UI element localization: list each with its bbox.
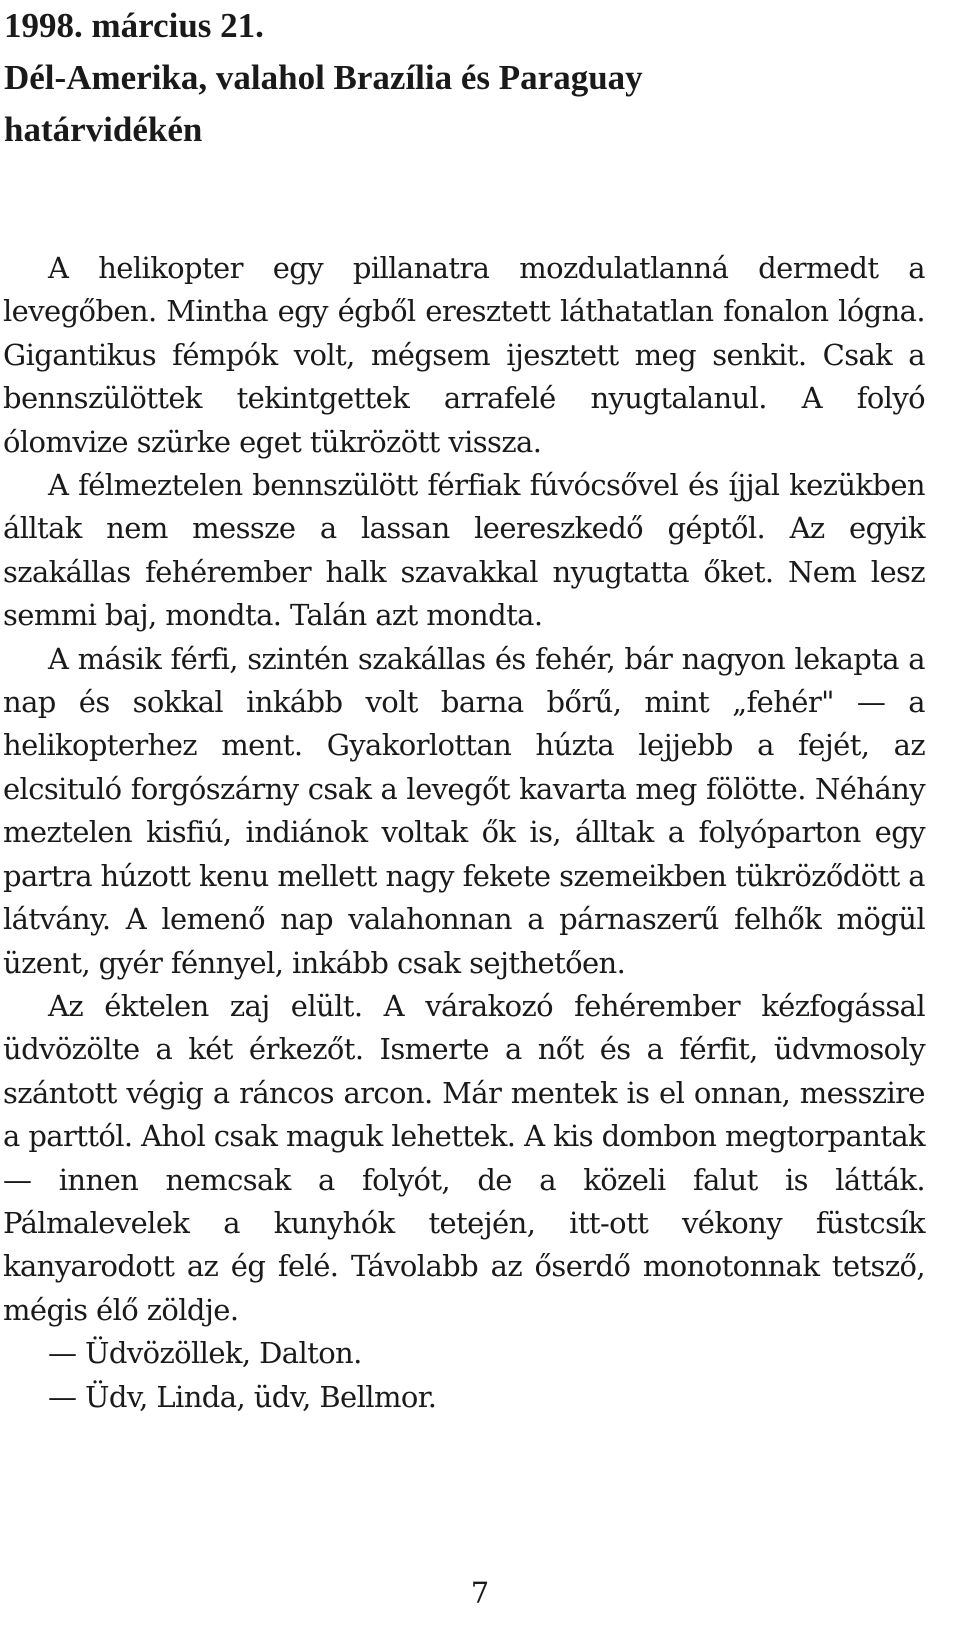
chapter-heading bbox=[4, 0, 944, 156]
paragraph: A másik férfi, szintén szakállas és fehér, bár nagyon lekapta a nap és sokkal inkább volt barna bőrű, mint „fehér" — a helikopterhez ment. Gyakorlottan húzta lejjebb a fejét, az elcsituló forgószárny csak a levegőt kavarta meg fölötte. Néhány meztelen kisfiú, indiánok voltak ők is, álltak a folyóparton egy partra húzott kenu mellett nagy fekete szemeikben tükröződött a látvány. A lemenő nap valahonnan a párnaszerű felhők mögül üzent, gyér fénnyel, inkább csak sejthetően. bbox=[3, 641, 925, 980]
heading-date: 1998. március 21. bbox=[4, 6, 264, 45]
paragraph: Az éktelen zaj elült. A várakozó fehérember kézfogással üdvözölte a két érkezőt. Ismerte a nőt és a férfit, üdvmosoly szántott végig a ráncos arcon. Már mentek is el onnan, messzire a parttól. Ahol csak maguk lehettek. A kis dombon megtorpantak — innen nemcsak a folyót, de a közeli falut is látták. Pálmalevelek a kunyhók tetején, itt-ott vékony füstcsík kanyarodott az ég felé. Távolabb az őserdő monotonnak tetsző, mégis élő zöldje. bbox=[3, 988, 925, 1327]
dialogue-line: — Üdv, Linda, üdv, Bellmor. bbox=[48, 1379, 437, 1414]
paragraph: A félmeztelen bennszülött férfiak fúvócsővel és íjjal kezükben álltak nem messze a lassan leereszkedő géptől. Az egyik szakállas fehérember halk szavakkal nyugtatta őket. Nem lesz semmi baj, mondta. Talán azt mondta. bbox=[3, 468, 925, 633]
heading-location-line-1: Dél-Amerika, valahol Brazília és Paraguay bbox=[4, 58, 643, 97]
page-number: 7 bbox=[470, 1576, 490, 1610]
paragraph: A helikopter egy pillanatra mozdulatlanná dermedt a levegőben. Mintha egy égből eresztett láthatatlan fonalon lógna. Gigantikus fémpók volt, mégsem ijesztett meg senkit. Csak a bennszülöttek tekintgettek arrafelé nyugtalanul. A folyó ólomvize szürke eget tükrözött vissza. bbox=[3, 251, 925, 459]
body-text bbox=[3, 247, 925, 1419]
dialogue-line: — Üdvözöllek, Dalton. bbox=[48, 1336, 362, 1371]
heading-location-line-2: határvidékén bbox=[4, 110, 203, 149]
